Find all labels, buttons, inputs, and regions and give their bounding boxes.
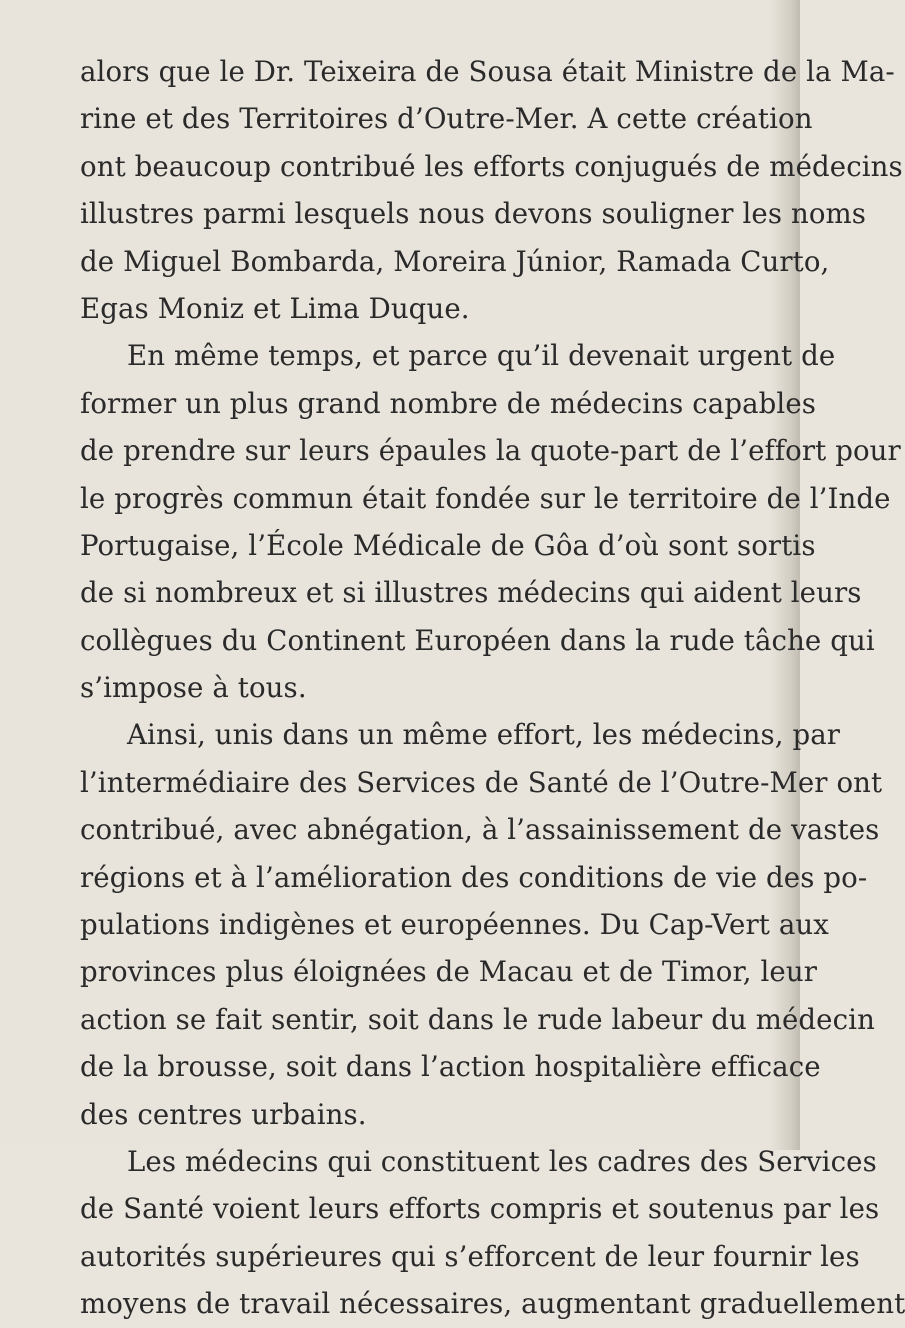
text-line: Les médecins qui constituent les cadres des Services [127, 1144, 877, 1178]
text-line: ont beaucoup contribué les efforts conjugués de médecins [80, 149, 903, 183]
text-line: action se fait sentir, soit dans le rude labeur du médecin [80, 1002, 875, 1036]
text-line: de Santé voient leurs efforts compris et soutenus par les [80, 1192, 880, 1226]
text-line: illustres parmi lesquels nous devons souligner les noms [80, 197, 867, 231]
text-line: Ainsi, unis dans un même effort, les médecins, par [127, 718, 841, 752]
text-line: le progrès commun était fondée sur le territoire de l’Inde [80, 481, 891, 515]
text-line: Portugaise, l’École Médicale de Gôa d’où sont sortis [80, 528, 816, 562]
text-line: l’intermédiaire des Services de Santé de l’Outre-Mer ont [80, 765, 883, 799]
text-line: provinces plus éloignées de Macau et de Timor, leur [80, 955, 817, 989]
text-line: de prendre sur leurs épaules la quote-part de l’effort pour [80, 434, 901, 468]
text-line: Egas Moniz et Lima Duque. [80, 291, 470, 325]
text-line: En même temps, et parce qu’il devenait urgent de [127, 339, 836, 373]
text-line: régions et à l’amélioration des conditions de vie des po- [80, 860, 868, 894]
text-line: moyens de travail nécessaires, augmentant graduellement [80, 1287, 905, 1321]
text-line: de la brousse, soit dans l’action hospitalière efficace [80, 1050, 821, 1084]
text-line: collègues du Continent Européen dans la rude tâche qui [80, 623, 875, 657]
text-line: former un plus grand nombre de médecins capables [80, 386, 817, 420]
text-line: rine et des Territoires d’Outre-Mer. A cette création [80, 102, 813, 136]
text-line: autorités supérieures qui s’efforcent de leur fournir les [80, 1239, 860, 1273]
text-line: de si nombreux et si illustres médecins qui aident leurs [80, 576, 862, 610]
text-line: alors que le Dr. Teixeira de Sousa était Ministre de la Ma- [80, 55, 895, 88]
text-line: de Miguel Bombarda, Moreira Júnior, Ramada Curto, [80, 244, 830, 278]
text-line: contribué, avec abnégation, à l’assainissement de vastes [80, 813, 880, 847]
text-line: des centres urbains. [80, 1097, 367, 1131]
body-text [80, 48, 905, 1328]
text-line: pulations indigènes et européennes. Du Cap-Vert aux [80, 908, 829, 942]
text-line: s’impose à tous. [80, 671, 307, 705]
